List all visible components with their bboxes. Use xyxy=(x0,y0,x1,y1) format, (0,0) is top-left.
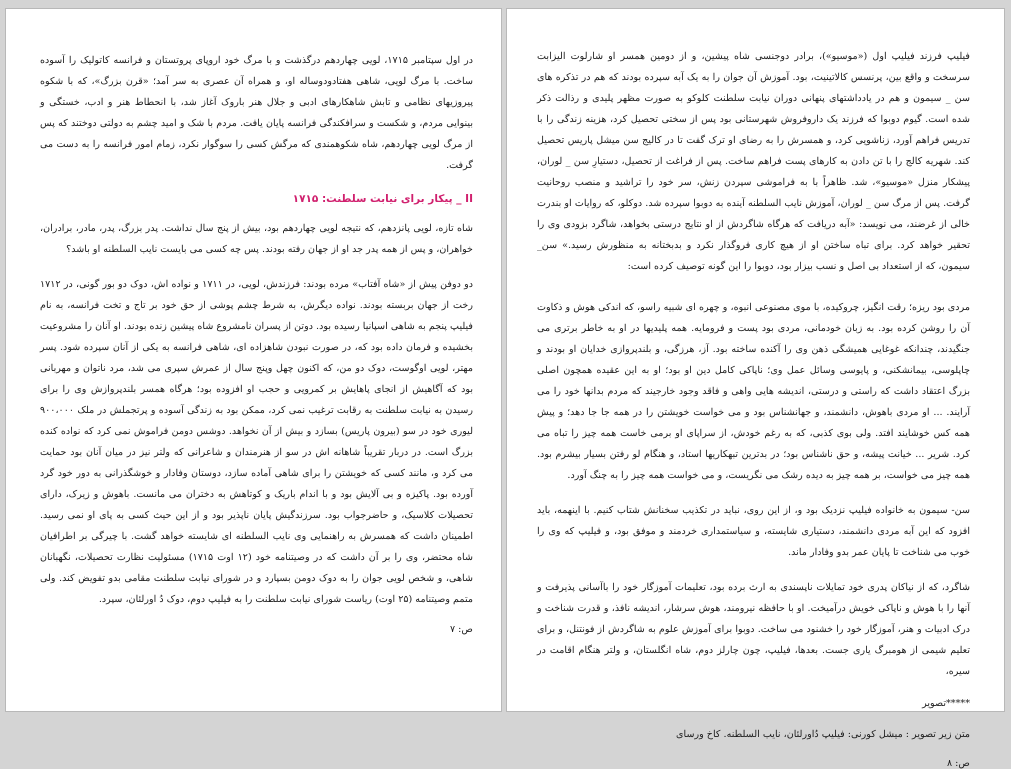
page-number: ص: ۷ xyxy=(449,624,473,635)
paragraph-3: دو دوفن پیش از «شاه آفتاب» مرده بودند: فرزندش، لویی، در ۱۷۱۱ و نواده اش، دوک دو بور گونی، در ۱۷۱۲ رخت از جهان بربسته بودند. نواده دیگرش، به شرط چشم پوشی از حق خود بر تاج و تخت فرانسه، به نام فیلیپ پنجم به شاهی اسپانیا رسیده بود. دوتن از پسران نامشروع شاه پیشین زنده بودند. او آنان را مشروعیت بخشیده و فرمان داده بود که، در صورت نبودن شاهزاده ای، شاهی فرانسه به یکی از آنان سپرده شود. پسر مهتر، لویی اوگوست، دوک دو من، که اکنون چهل وپنج سال از عمرش سپری می شد، مرد ناتوان و مهربانی بود که آگاهیش از انجای پاهایش بر کمرویی و حجب او افزوده بود؛ هرگاه همسر بلندپروازش وی را برای رسیدن به نیابت سلطنت به رقابت ترغیب نمی کرد، ممکن بود به زندگی آسوده و پرتجملش در ملک ۹۰۰،۰۰۰ لیوری خود در سو (بیرون پاریس) بسازد و بیش از آن نخواهد. دوشس دومن فراموش نمی کرد که نواده کنده بزرگ است. در دربار تقریباً شاهانه اش در سو از هنرمندان و شاعرانی که ولتر نیز در میان آنان بود حمایت می کرد و، مانند کسی که خویشتن را برای شاهی آماده سازد، دوستان وفادار و خوشگذرانی به دور خود گرد آورده بود. پاکیزه و بی آلایش بود و با اندام باریک و کوتاهش به دختران می مانست. باهوش و زیرک، دارای تحصیلات کلاسیک، و حاضرجواب بود. سرزندگیش پایان ناپذیر بود و از این حیث کسی به پای او نمی رسید. اطمینان داشت که همسرش به راهنمایی وی نایب السلطنه ای شایسته خواهد گشت. با چیرگی بر اطرافیان شاه محتضر، وی را بر آن داشت که در وصیتنامه خود (۱۲ اوت ۱۷۱۵) مسئولیت نظارت تحصیلات، نگهبانان شاهی، و شخص لویی جوان را به دوک دومن بسپارد و در شورای نیابت سلطنت مقامی بدو تفویض کند. ولی متمم وصیتنامه (۲۵ اوت) ریاست شورای نیابت سلطنت را به فیلیپ دوم، دوک دُ اورلئان، سپرد. xyxy=(40,279,474,605)
quote-paragraph: مردی بود ریزه؛ رقت انگیز، چروکیده، با موی مصنوعی انبوه، و چهره ای شبیه راسو، که اندکی هوش و ذکاوت آن را روشن کرده بود. به زبان خودمانی، مردی بود پست و فرومایه. همه پلیدیها در او به خاطر برتری می جنگیدند، چندانکه غوغایی همیشگی ذهن وی را آکنده ساخته بود. آز، هرزگی، و بلندپروازی خدایان او بودند و چاپلوسی، بیمانشکنی، و پایوسی وسائل عمل وی؛ ناپاکی کامل دین او بود؛ او به این عقیده همچون اصلی بزرگ اعتقاد داشت که راستی و درستی، اندیشه هایی واهی و فاقد وجود خارجیند که مردم بدانها خود را می آرایند. ... او مردی باهوش، دانشمند، و جهانشناس بود و می خواست خویشتن را در همه جا جا دهد؛ و پیش همه کس خوشایند افتد. ولی بوی کذبی، که به رغم خودش، از سراپای او برمی خاست همه چیز را تباه می کرد. شریر ... خیانت پیشه، و حق ناشناس بود؛ در بدترین تبهکاریها استاد، و هنگام لو رفتن بسیار بیشرم بود. همه چیز می خواست، بر همه چیز به دیده رشک می نگریست، و می خواست همه چیز را به چنگ آورد. xyxy=(537,302,970,481)
paragraph-3: سن- سیمون به خانواده فیلیپ نزدیک بود و، از این روی، نباید در تکذیب سخنانش شتاب کنیم. با اینهمه، باید افزود که این آبه مردی دانشمند، دستیاری شایسته، و سیاستمداری خردمند و موفق بود، و فیلیپ که وی را خوب می شناخت تا پایان عمر بدو وفادار ماند. xyxy=(537,505,970,558)
left-page xyxy=(5,8,502,712)
page-number: ص: ۸ xyxy=(946,758,970,769)
paragraph-2: شاه تازه، لویی پانزدهم، که نتیجه لویی چهاردهم بود، بیش از پنج سال نداشت. پدر بزرگ، پدر، مادر، برادران، خواهران، و پس از همه پدر جد او از جهان رفته بودند. پس چه کسی می بایست نایب السلطنه او باشد؟ xyxy=(40,223,473,255)
right-page xyxy=(506,8,1005,769)
paragraph-1: در اول سپتامبر ۱۷۱۵، لویی چهاردهم درگذشت و با مرگ خود اروپای پروتستان و فرانسه کاتولیک را آسوده ساخت. با مرگ لویی، شاهی هفتادودوساله او، و همراه آن عصری به سر آمد؛ «قرن بزرگ»، که با شکوه پیروزیهای نظامی و تابش شاهکارهای ادبی و جلال هنر باروک آغاز شد، با انحطاط هنر و ادب، خستگی و بینوایی مردم، و شکست و سرافکندگی فرانسه پایان یافت. مردم با شک و امید چشم به دولتی دوختند که پس از مرگ لویی چهاردهم، شاه شکوهمندی که مرگش کسی را سوگوار نکرد، زمام امور فرانسه را به دست می گرفت. xyxy=(40,55,473,171)
paragraph-1: فیلیپ فرزند فیلیپ اول («موسیو»)، برادر دوجنسی شاه پیشین، و از دومین همسر او شارلوت الیزابت سرسخت و واقع بین، پرنسس کالاتینیت، بود. آموزش آن جوان را به یک آبه سپرده بودند که هم در تذکره های سن _ سیمون و هم در یادداشتهای پنهانی دوران نیابت سلطنت کلوکو به صورت مظهر پلیدی و رذالت ذکر شده است. گیوم دوبوا که فرزند یک داروفروش شهرستانی بود پس از سختی تحصیل کرد، هزینه زندگی را با تدریس فراهم آورد، زناشویی کرد، و همسرش را به رضای او ترک گفت تا در کالیج سن میشل پاریس تحصیل کند. شهریه کالج را با تن دادن به کارهای پست فراهم ساخت. پس از فراغت از تحصیل، دستیارِ سن _ لوران، پیشکار منزل «موسیو»، شد. ظاهراً با به فراموشی سپردن زنش، سر خود را تراشید و منصب روحانیت گرفت. پس از مرگ سن _ لوران، آموزش نایب السلطنه آینده به دوبوا سپرده شد. دوکلو، که روایات او بندرت خالی از غرضند، می نویسد: «آبه دریافت که هرگاه شاگردش از او نتایج درستی بخواهد، شاگرد بزودی وی را تحقیر خواهد کرد. برای تباه ساختن او از هیچ کاری فروگذار نکرد و بدبختانه به منظورش رسید.» سن_ سیمون، که از استعداد بی اصل و نسب بیزار بود، دوبوا را این گونه توصیف کرده است: xyxy=(537,51,970,272)
paragraph-4: شاگرد، که از نیاکان پدری خود تمایلات ناپسندی به ارث برده بود، تعلیمات آموزگار خود را باآسانی پذیرفت و آنها را با هوش و ناپاکی خویش درآمیخت. او با حافظه نیرومند، هوش سرشار، اندیشه نافذ، و قدرت شناخت و درک ادبیات و هنر، آموزگار خود را خشنود می ساخت. دوبوا برای آموزش علوم به شاگردش از فونتنل، و برای تعلیم شیمی از هومبرگ یاری جست. بعدها، فیلیپ، چون چارلز دوم، شاه انگلستان، و ولتر هنگام اقامت در سیره، xyxy=(537,582,970,677)
image-marker: *****تصویر xyxy=(922,698,970,709)
section-heading: II _ پیکار برای نیابت سلطنت: ۱۷۱۵ xyxy=(292,193,473,205)
image-caption: متن زیر تصویر : میشل کورنی: فیلیپ دُاورلئان، نایب السلطنه. کاخ ورسای xyxy=(676,729,970,740)
